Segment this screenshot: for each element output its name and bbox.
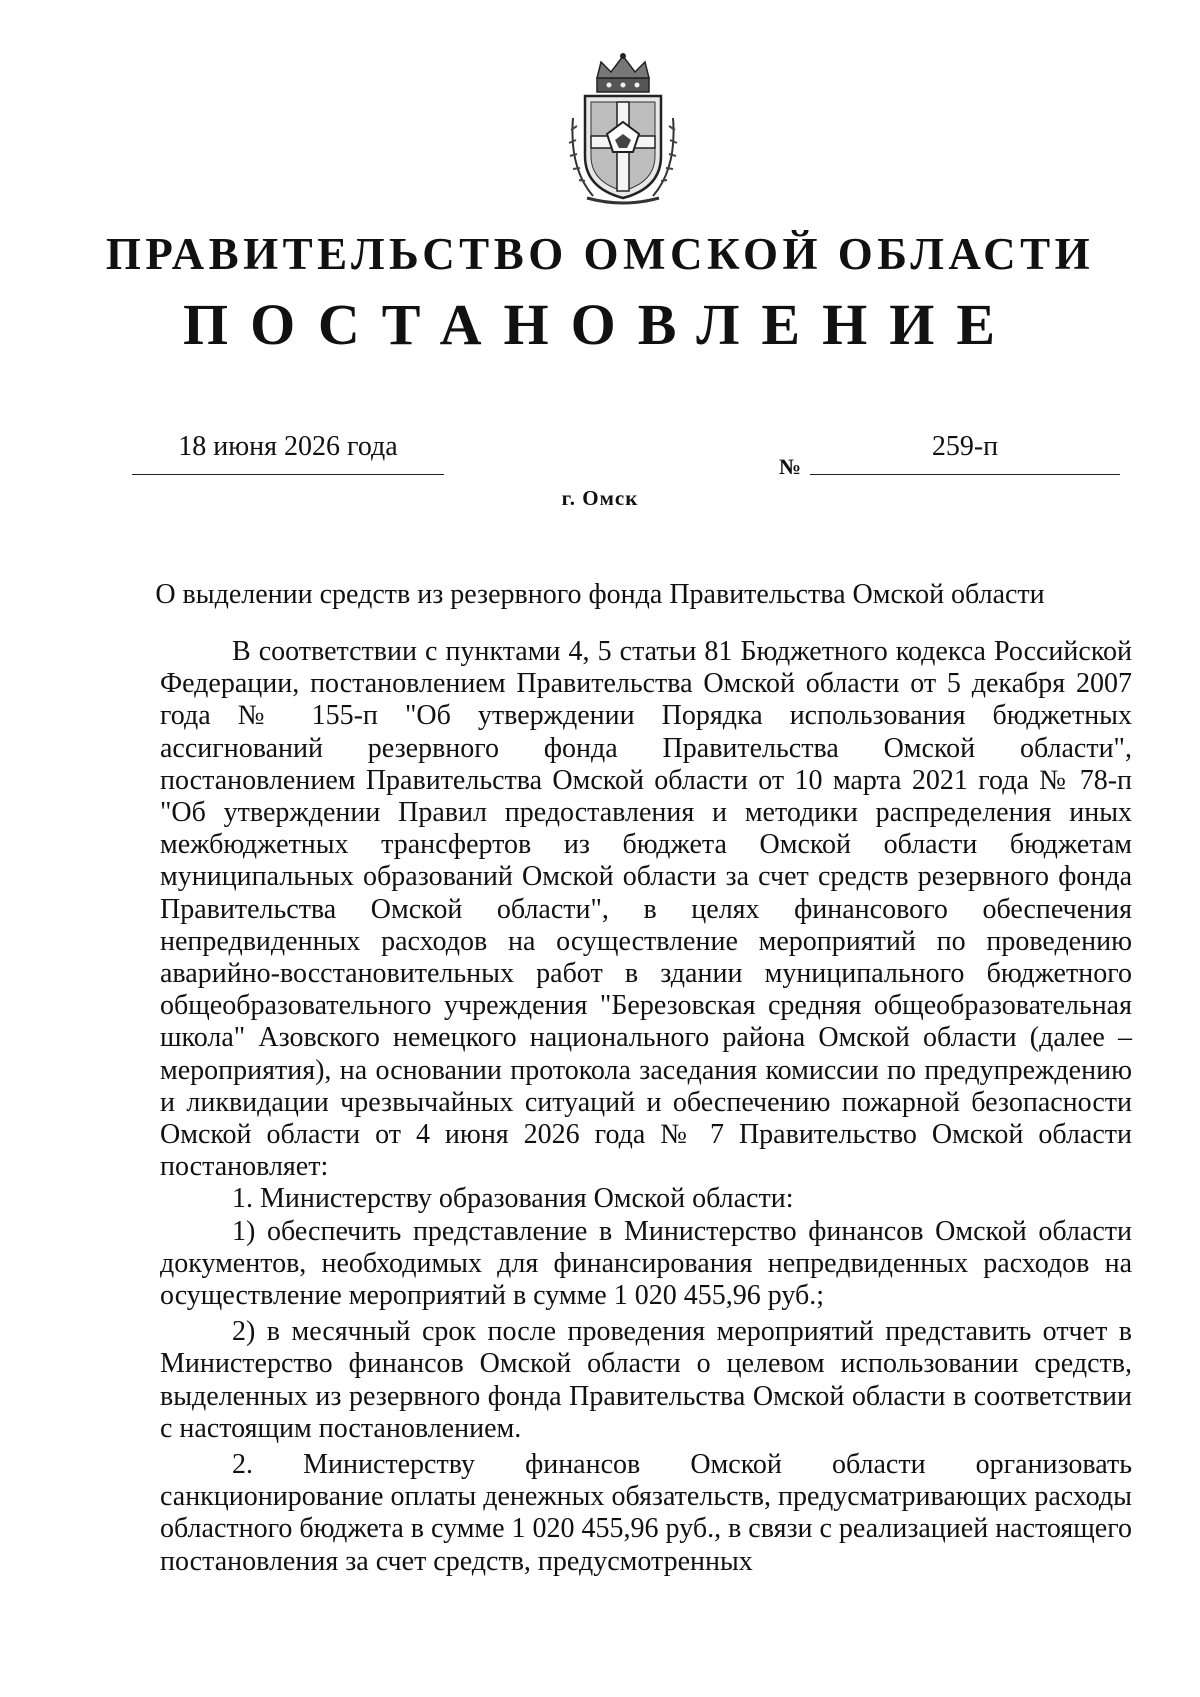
document-subject: О выделении средств из резервного фонда Правительства Омской области <box>155 579 1045 610</box>
number-sign: № <box>779 454 802 479</box>
document-number: 259-п <box>931 431 999 462</box>
number-field <box>810 430 1120 476</box>
preamble-paragraph: В соответствии с пунктами 4, 5 статьи 81 Бюджетного кодекса Российской Федерации, постановлением Правительства Омской области от 5 декабря 2007 года № 155-п "Об утверждении Порядка использования бюджетных ассигнований резервного фонда Правительства Омской области", постановлением Правительства Омской области от 10 марта 2021 года № 78-п "Об утверждении Правил предоставления и методики распределения иных межбюджетных трансфертов из бюджета Омской области бюджетам муниципальных образований Омской области за счет средств резервного фонда Правительства Омской области", в целях финансового обеспечения непредвиденных расходов на осуществление мероприятий по проведению аварийно-восстановительных работ в здании муниципального бюджетного общеобразовательного учреждения "Березовская средняя общеобразовательная школа" Азовского немецкого национального района Омской области (далее – мероприятия), на основании протокола заседания комиссии по предупреждению и ликвидации чрезвычайных ситуаций и обеспечению пожарной безопасности Омской области от 4 июня 2026 года № 7 Правительство Омской области постановляет: <box>160 636 1132 1183</box>
date-underline <box>132 474 444 475</box>
number-underline <box>810 474 1120 475</box>
date-field <box>132 430 444 476</box>
item-2: 2. Министерству финансов Омской области организовать санкционирование оплаты денежных обязательств, предусматривающих расходы областного бюджета в сумме 1 020 455,96 руб., в связи с реализацией настоящего постановления за счет средств, предусмотренных <box>160 1449 1133 1577</box>
document-type-title: ПОСТАНОВЛЕНИЕ <box>182 292 1018 357</box>
item-1-subitem-1: 1) обеспечить представление в Министерство финансов Омской области документов, необходимых для финансирования непредвиденных расходов на осуществление мероприятий в сумме 1 020 455,96 руб.; <box>160 1215 1132 1312</box>
item-1: 1. Министерству образования Омской области: <box>232 1183 794 1215</box>
coat-of-arms-emblem <box>563 48 683 208</box>
city-label: г. Омск <box>561 486 639 510</box>
document-date: 18 июня 2026 года <box>178 431 398 462</box>
organization-name: ПРАВИТЕЛЬСТВО ОМСКОЙ ОБЛАСТИ <box>105 229 1095 279</box>
item-1-subitem-2: 2) в месячный срок после проведения мероприятий представить отчет в Министерство финансов Омской области о целевом использовании средств, выделенных из резервного фонда Правительства Омской области в соответствии с настоящим постановлением. <box>160 1316 1132 1444</box>
document-body <box>160 636 1132 1578</box>
